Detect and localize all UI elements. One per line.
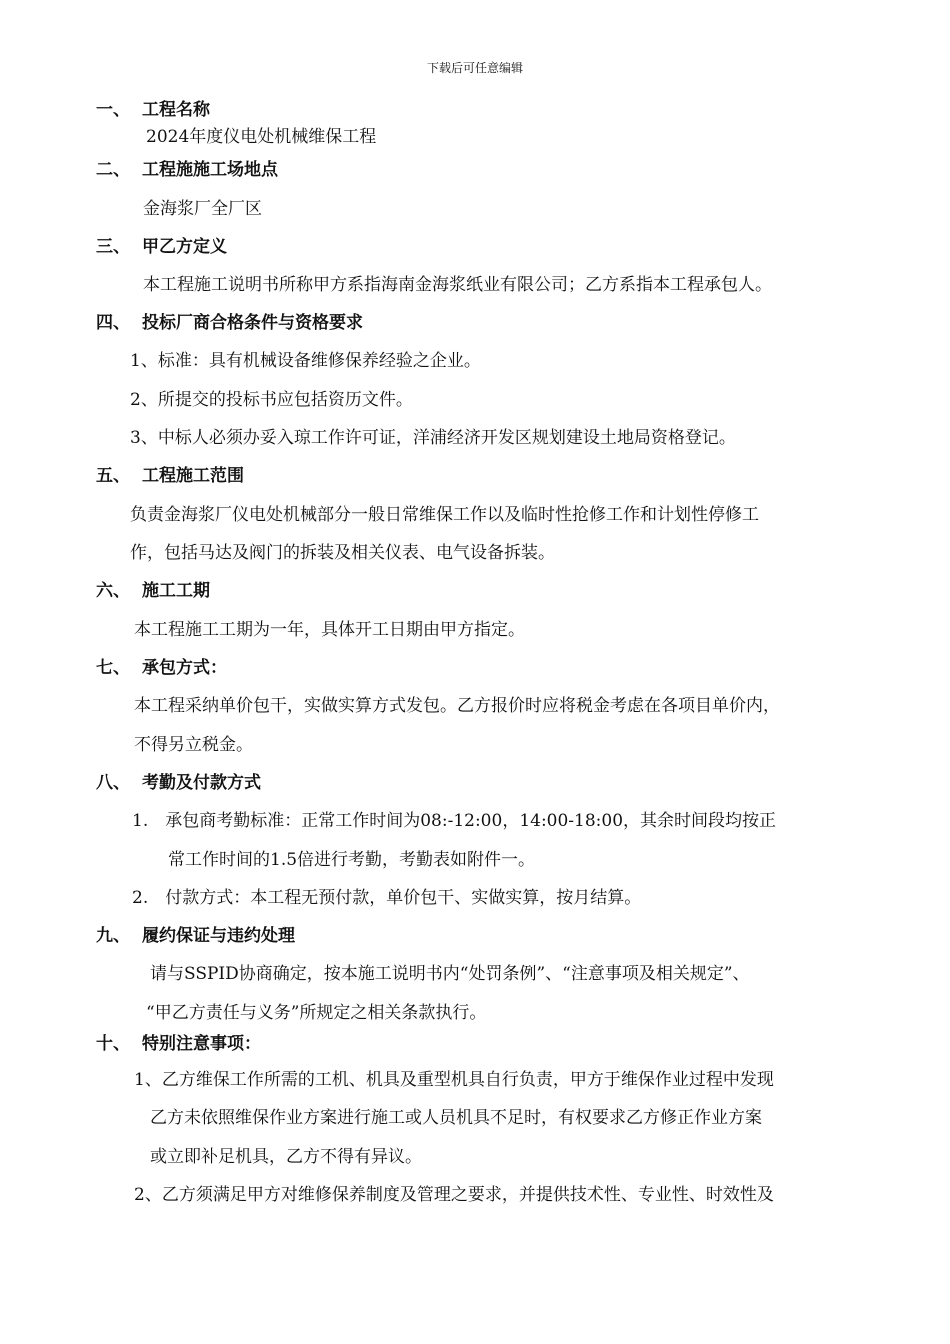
- section-title: 承包方式：: [142, 658, 227, 678]
- section-number: 二、: [96, 160, 130, 180]
- section-number: 六、: [96, 581, 130, 601]
- list-item: 2、所提交的投标书应包括资历文件。: [130, 390, 413, 410]
- list-item-continuation: 或立即补足机具，乙方不得有异议。: [150, 1147, 422, 1167]
- section-title: 投标厂商合格条件与资格要求: [142, 313, 363, 333]
- section-heading: [96, 580, 210, 602]
- section-number: 十、: [96, 1034, 130, 1054]
- paragraph-line: 本工程施工工期为一年，具体开工日期由甲方指定。: [134, 620, 525, 640]
- paragraph-line: 金海浆厂全厂区: [143, 199, 262, 219]
- section-heading: [96, 236, 227, 258]
- section-heading: [96, 159, 278, 181]
- section-title: 考勤及付款方式: [142, 773, 261, 793]
- paragraph-line: 2024年度仪电处机械维保工程: [146, 127, 377, 147]
- section-number: 三、: [96, 237, 130, 257]
- section-title: 施工工期: [142, 581, 210, 601]
- section-heading: [96, 465, 244, 487]
- section-heading: [96, 99, 210, 121]
- section-number: 四、: [96, 313, 130, 333]
- paragraph-line: 请与SSPID协商确定，按本施工说明书内“处罚条例”、“注意事项及相关规定”、: [150, 964, 750, 984]
- list-item: 1、标准：具有机械设备维修保养经验之企业。: [130, 351, 481, 371]
- section-number: 九、: [96, 926, 130, 946]
- section-title: 工程施工范围: [142, 466, 244, 486]
- section-number: 八、: [96, 773, 130, 793]
- section-title: 履约保证与违约处理: [142, 926, 295, 946]
- list-item: 2. 付款方式：本工程无预付款，单价包干、实做实算，按月结算。: [132, 888, 642, 908]
- paragraph-line: “甲乙方责任与义务”所规定之相关条款执行。: [146, 1003, 487, 1023]
- section-title: 甲乙方定义: [142, 237, 227, 257]
- section-heading: [96, 1033, 261, 1055]
- section-title: 特别注意事项：: [142, 1034, 261, 1054]
- paragraph-line: 作，包括马达及阀门的拆装及相关仪表、电气设备拆装。: [130, 543, 555, 563]
- list-item-continuation: 常工作时间的1.5倍进行考勤，考勤表如附件一。: [168, 850, 536, 870]
- section-number: 七、: [96, 658, 130, 678]
- section-heading: [96, 312, 363, 334]
- page-header: 下载后可任意编辑: [426, 61, 523, 75]
- paragraph-line: 负责金海浆厂仪电处机械部分一般日常维保工作以及临时性抢修工作和计划性停修工: [130, 505, 759, 525]
- list-item-continuation: 乙方未依照维保作业方案进行施工或人员机具不足时，有权要求乙方修正作业方案: [150, 1108, 762, 1128]
- section-title: 工程名称: [142, 100, 210, 120]
- list-item: 1、乙方维保工作所需的工机、机具及重型机具自行负责，甲方于维保作业过程中发现: [134, 1070, 774, 1090]
- paragraph-line: 不得另立税金。: [134, 735, 253, 755]
- section-title: 工程施施工场地点: [142, 160, 278, 180]
- section-number: 一、: [96, 100, 130, 120]
- section-number: 五、: [96, 466, 130, 486]
- paragraph-line: 本工程采纳单价包干，实做实算方式发包。乙方报价时应将税金考虑在各项目单价内，: [134, 696, 780, 716]
- section-heading: [96, 657, 227, 679]
- section-heading: [96, 772, 261, 794]
- section-heading: [96, 925, 295, 947]
- list-item: 3、中标人必须办妥入琼工作许可证，洋浦经济开发区规划建设土地局资格登记。: [130, 428, 736, 448]
- paragraph-line: 本工程施工说明书所称甲方系指海南金海浆纸业有限公司；乙方系指本工程承包人。: [143, 275, 772, 295]
- list-item: 2、乙方须满足甲方对维修保养制度及管理之要求，并提供技术性、专业性、时效性及: [134, 1185, 774, 1205]
- list-item: 1. 承包商考勤标准：正常工作时间为08:-12:00，14:00-18:00，其余时间段均按正: [132, 811, 777, 831]
